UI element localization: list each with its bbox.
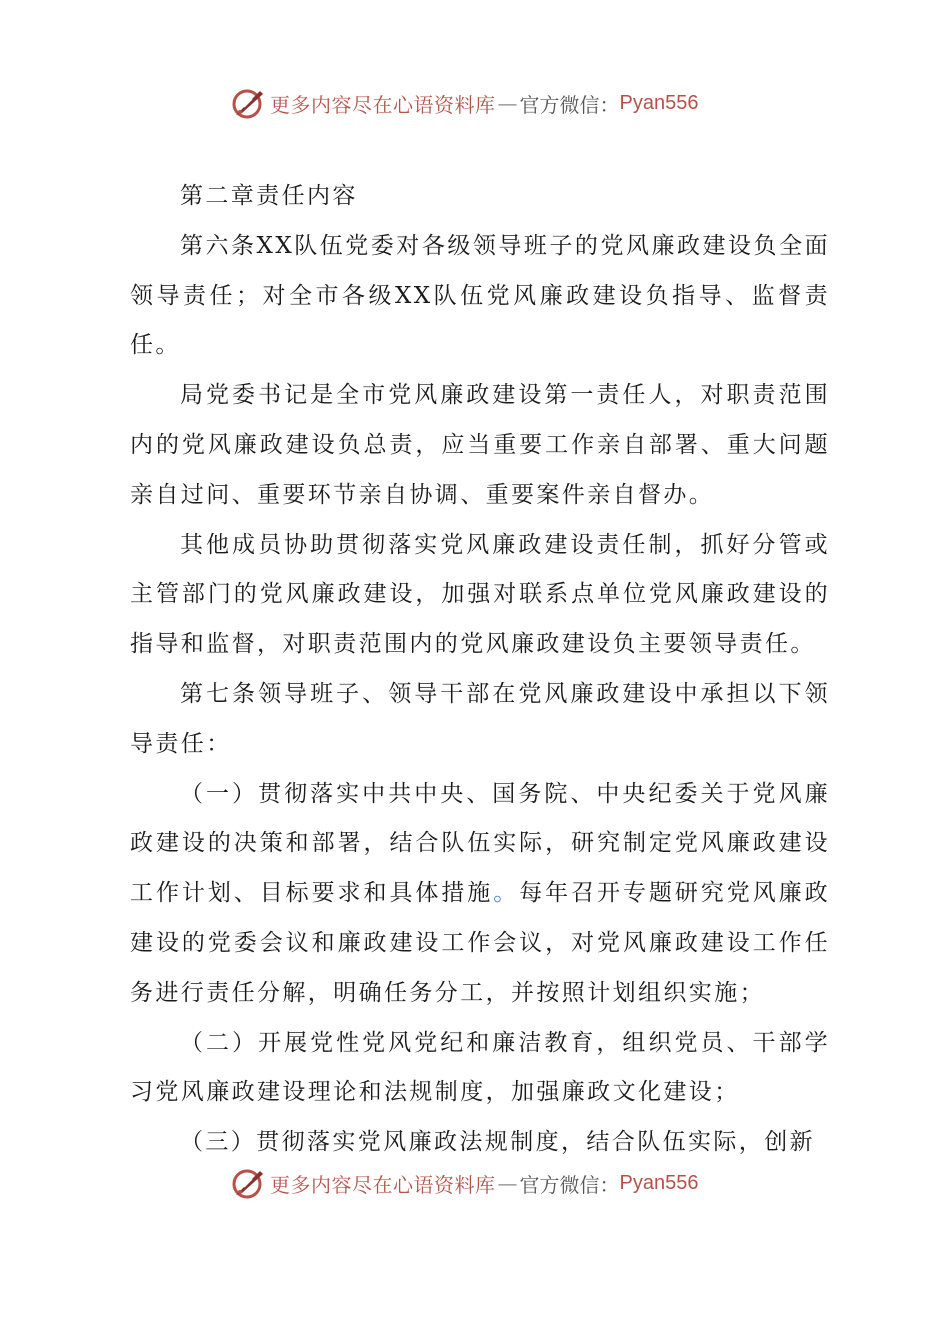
article-6-paragraph: 第六条XX队伍党委对各级领导班子的党风廉政建设负全面领导责任；对全市各级XX队伍党风廉政建设负指导、监督责任。 <box>130 232 830 359</box>
promo-text: 更多内容尽在心语资料库 <box>270 1172 496 1197</box>
item-2-paragraph: （二）开展党性党风党纪和廉洁教育，组织党员、干部学习党风廉政建设理论和法规制度，加强廉政文化建设； <box>130 1029 830 1106</box>
wechat-label: 官方微信： <box>519 92 620 117</box>
article-7-paragraph: 第七条领导班子、领导干部在党风廉政建设中承担以下领导责任： <box>130 680 830 757</box>
wechat-label: 官方微信： <box>519 1172 620 1197</box>
header-banner <box>230 83 730 123</box>
chapter-title: 第二章责任内容 <box>180 183 358 209</box>
quill-logo-icon <box>230 85 266 121</box>
promo-text: 更多内容尽在心语资料库 <box>270 92 496 117</box>
banner-dash: — <box>497 1171 518 1195</box>
quill-logo-icon <box>230 1165 266 1201</box>
item-3-paragraph: （三）贯彻落实党风廉政法规制度，结合队伍实际，创新 <box>180 1129 815 1156</box>
members-responsibility-paragraph: 其他成员协助贯彻落实党风廉政建设责任制，抓好分管或主管部门的党风廉政建设，加强对联系点单位党风廉政建设的指导和监督，对职责范围内的党风廉政建设负主要领导责任。 <box>130 531 830 658</box>
item-1-part-b: 每年召开专题研究党风廉政建设的党委会议和廉政建设工作会议，对党风廉政建设工作任务进行责任分解，明确任务分工，并按照计划组织实施； <box>130 880 830 1006</box>
banner-dash: — <box>497 91 518 115</box>
item-1-paragraph <box>130 770 830 1019</box>
document-body <box>130 172 830 1168</box>
item-1-period: 。 <box>493 880 520 907</box>
item-1-part-a: （一）贯彻落实中共中央、国务院、中央纪委关于党风廉政建设的决策和部署，结合队伍实际，研究制定党风廉政建设工作计划、目标要求和具体措施 <box>130 780 830 907</box>
wechat-id: Pyan556 <box>619 91 699 114</box>
secretary-responsibility-paragraph: 局党委书记是全市党风廉政建设第一责任人，对职责范围内的党风廉政建设负总责，应当重要工作亲自部署、重大问题亲自过问、重要环节亲自协调、重要案件亲自督办。 <box>130 382 830 508</box>
wechat-id: Pyan556 <box>619 1171 699 1194</box>
footer-banner <box>230 1163 730 1203</box>
